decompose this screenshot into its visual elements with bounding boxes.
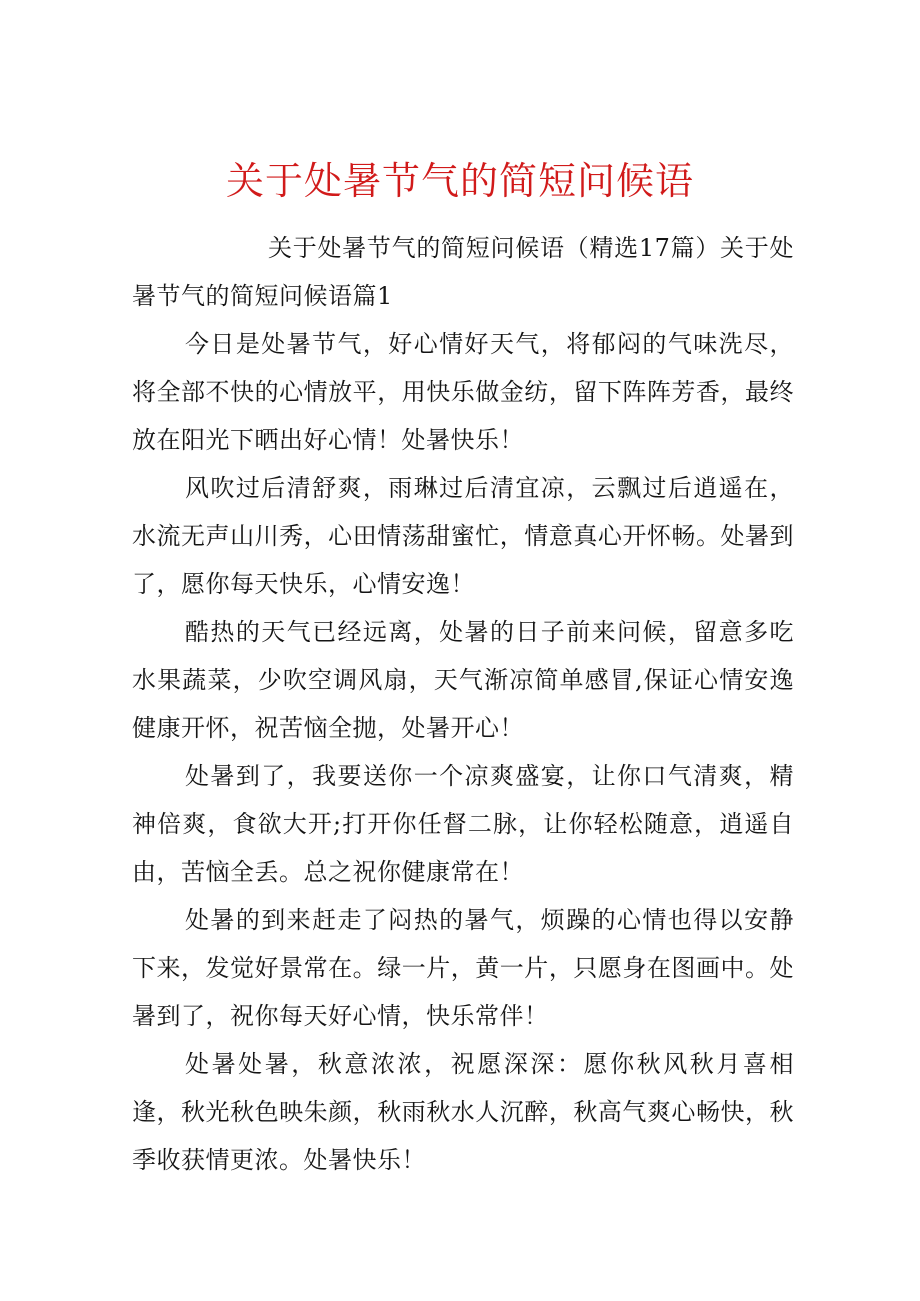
paragraph-1: 今日是处暑节气，好心情好天气，将郁闷的气味洗尽，将全部不快的心情放平，用快乐做金纺，留下阵阵芳香，最终放在阳光下晒出好心情！处暑快乐！ (132, 330, 794, 454)
paragraph-6: 处暑处暑，秋意浓浓，祝愿深深：愿你秋风秋月喜相逢，秋光秋色映朱颜，秋雨秋水人沉醉，秋高气爽心畅快，秋季收获情更浓。处暑快乐！ (132, 1050, 794, 1174)
intro-paragraph: 关于处暑节气的简短问候语（精选17篇）关于处暑节气的简短问候语篇1 (132, 234, 794, 310)
document-title: 关于处暑节气的简短问候语 (225, 159, 694, 203)
paragraph-3: 酷热的天气已经远离，处暑的日子前来问候，留意多吃水果蔬菜，少吹空调风扇，天气渐凉简单感冒,保证心情安逸健康开怀，祝苦恼全抛，处暑开心！ (132, 618, 794, 742)
paragraph-2: 风吹过后清舒爽，雨琳过后清宜凉，云飘过后逍遥在，水流无声山川秀，心田情荡甜蜜忙，情意真心开怀畅。处暑到了，愿你每天快乐，心情安逸！ (132, 474, 794, 598)
paragraph-4: 处暑到了，我要送你一个凉爽盛宴，让你口气清爽，精神倍爽，食欲大开;打开你任督二脉，让你轻松随意，逍遥自由，苦恼全丢。总之祝你健康常在！ (132, 762, 794, 886)
paragraph-5: 处暑的到来赶走了闷热的暑气，烦躁的心情也得以安静下来，发觉好景常在。绿一片，黄一片，只愿身在图画中。处暑到了，祝你每天好心情，快乐常伴！ (132, 906, 794, 1030)
document-body (132, 224, 794, 1184)
